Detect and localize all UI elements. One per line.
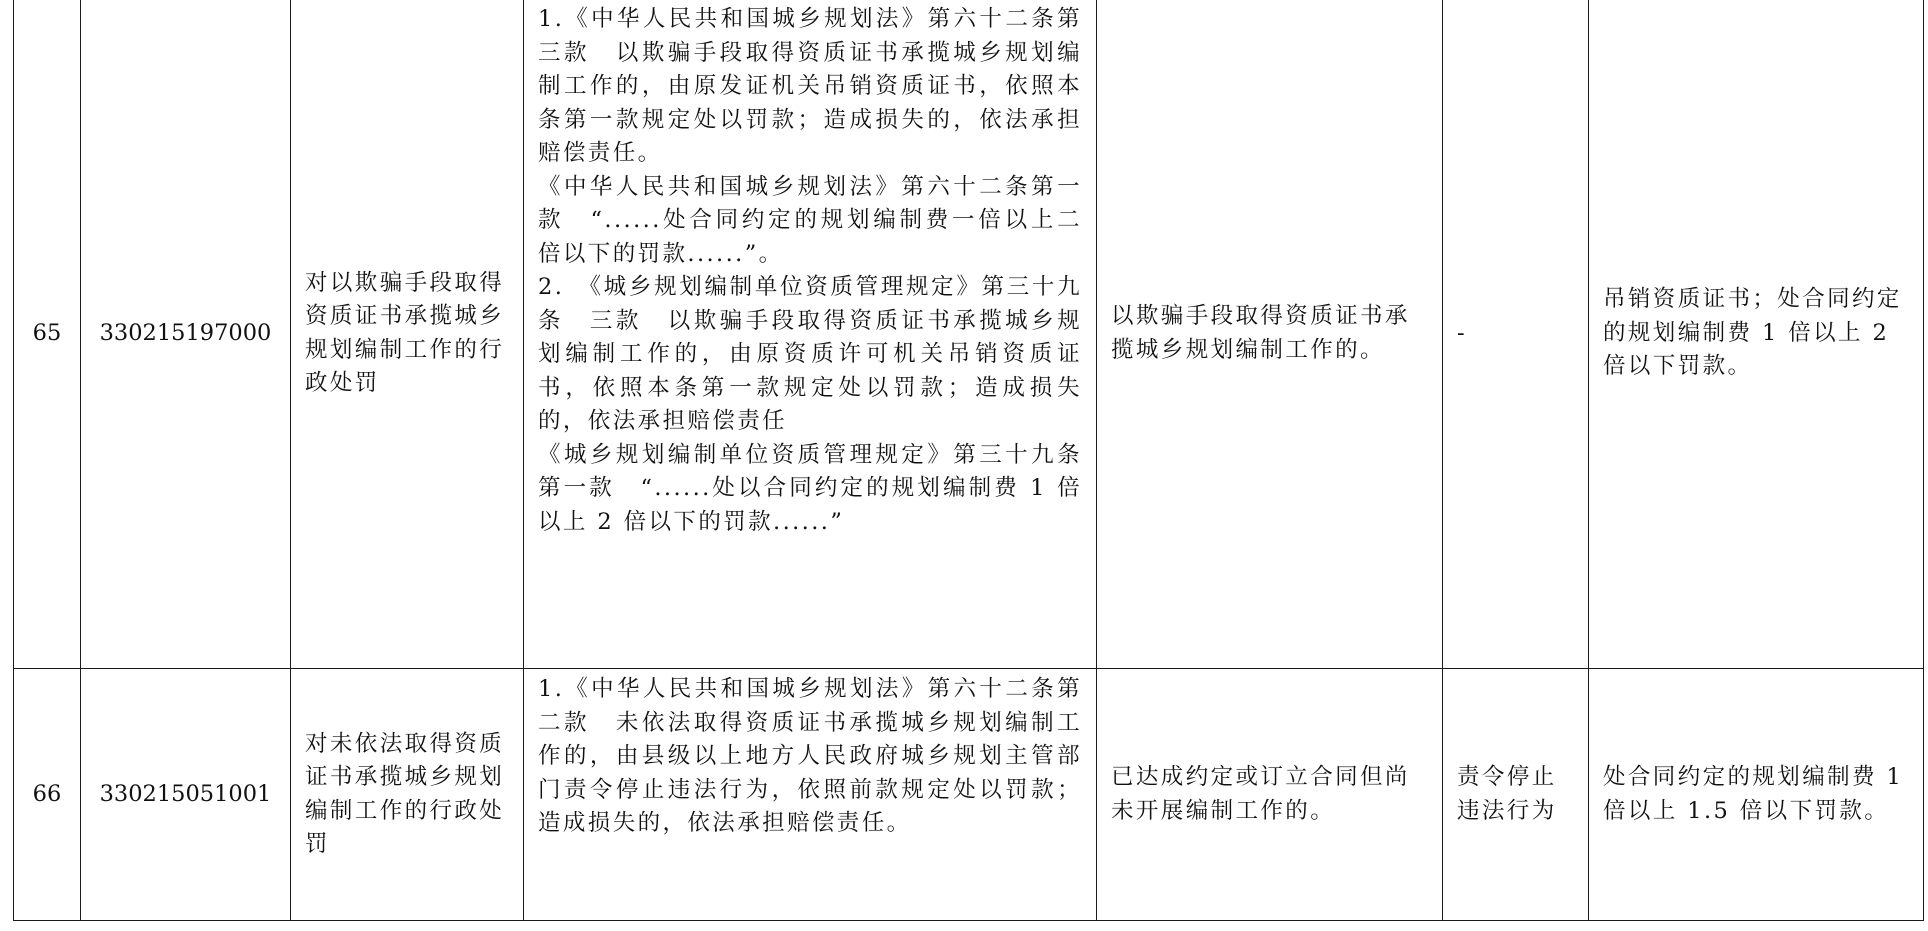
basis-paragraph: 2. 《城乡规划编制单位资质管理规定》第三十九条 三款 以欺骗手段取得资质证书承揽城乡规划编制工作的，由原资质许可机关吊销资质证书，依照本条第一款规定处以罚款；造成损失的，依法承担赔偿责任 <box>538 274 1082 434</box>
basis-paragraph: 1.《中华人民共和国城乡规划法》第六十二条第三款 以欺骗手段取得资质证书承揽城乡规划编制工作的，由原发证机关吊销资质证书，依照本条第一款规定处以罚款；造成损失的，依法承担赔偿责任。 <box>538 6 1082 166</box>
violation-circumstance: 已达成约定或订立合同但尚未开展编制工作的。 <box>1097 669 1443 921</box>
row-number: 65 <box>14 0 81 669</box>
basis-paragraph: 《中华人民共和国城乡规划法》第六十二条第一款 “......处合同约定的规划编制费一倍以上二倍以下的罚款......”。 <box>538 173 1082 267</box>
item-name: 对未依法取得资质证书承揽城乡规划编制工作的行政处罚 <box>291 669 524 921</box>
item-code: 330215197000 <box>81 0 291 669</box>
row-number: 66 <box>14 669 81 921</box>
legal-basis <box>524 669 1097 921</box>
item-code: 330215051001 <box>81 669 291 921</box>
basis-paragraph: 《城乡规划编制单位资质管理规定》第三十九条 第一款 “......处以合同约定的规划编制费 1 倍以上 2 倍以下的罚款......” <box>538 441 1107 535</box>
table-row-66 <box>14 669 1924 921</box>
basis-paragraph: 1.《中华人民共和国城乡规划法》第六十二条第二款 未依法取得资质证书承揽城乡规划编制工作的，由县级以上地方人民政府城乡规划主管部门责令停止违法行为，依照前款规定处以罚款；造成损失的，依法承担赔偿责任。 <box>538 676 1082 836</box>
table-row-65 <box>14 0 1924 669</box>
corrective-measure: 责令停止违法行为 <box>1443 669 1589 921</box>
penalty-standard: 吊销资质证书；处合同约定的规划编制费 1 倍以上 2 倍以下罚款。 <box>1589 0 1924 669</box>
violation-circumstance: 以欺骗手段取得资质证书承揽城乡规划编制工作的。 <box>1097 0 1443 669</box>
legal-basis <box>524 0 1107 669</box>
item-name: 对以欺骗手段取得资质证书承揽城乡规划编制工作的行政处罚 <box>291 0 524 669</box>
corrective-measure: - <box>1443 0 1589 669</box>
penalty-table <box>13 0 1924 921</box>
penalty-standard: 处合同约定的规划编制费 1 倍以上 1.5 倍以下罚款。 <box>1589 669 1924 921</box>
